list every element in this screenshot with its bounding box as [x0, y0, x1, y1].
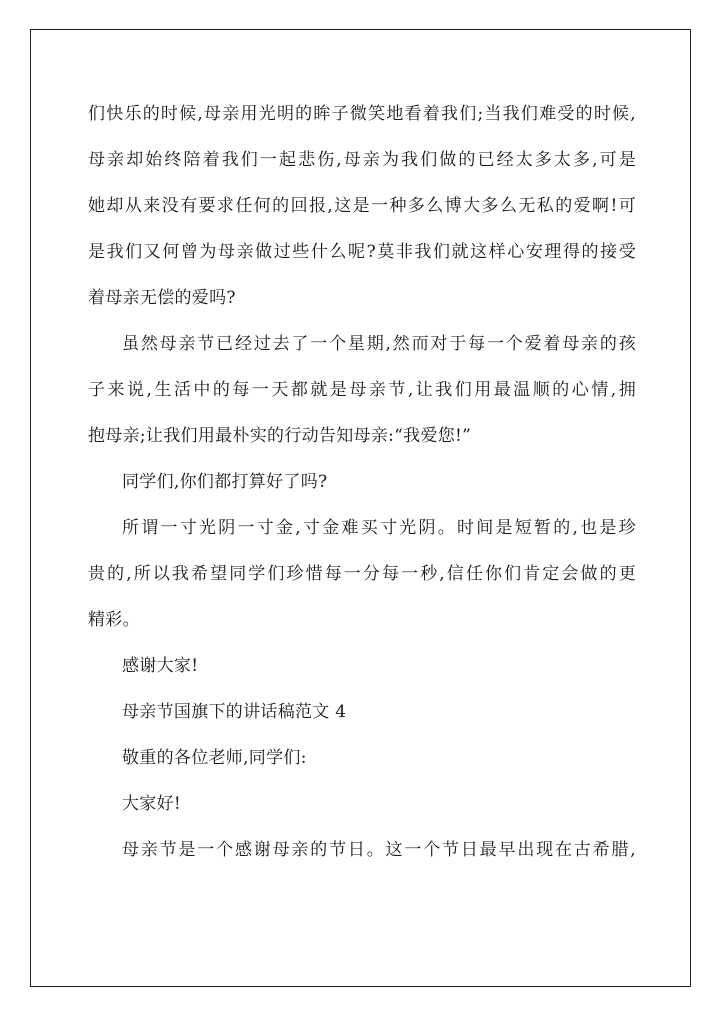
text-line: 着母亲无偿的爱吗? [88, 288, 236, 308]
paragraph-start: 母亲节是一个感谢母亲的节日。这一个节日最早出现在古希腊, [122, 840, 636, 860]
text-line: 母亲却始终陪着我们一起悲伤,母亲为我们做的已经太多太多,可是 [88, 150, 636, 170]
paragraph-start: 所谓一寸光阴一寸金,寸金难买寸光阴。时间是短暂的,也是珍 [122, 518, 636, 538]
section-heading: 母亲节国旗下的讲话稿范文 4 [122, 702, 347, 722]
text-line: 们快乐的时候,母亲用光明的眸子微笑地看着我们;当我们难受的时候, [88, 104, 636, 124]
text-line: 子来说,生活中的每一天都就是母亲节,让我们用最温顺的心情,拥 [88, 380, 636, 400]
text-line: 抱母亲;让我们用最朴实的行动告知母亲:“我爱您!” [88, 426, 472, 446]
text-line: 她却从来没有要求任何的回报,这是一种多么博大多么无私的爱啊!可 [88, 196, 636, 216]
text-line: 贵的,所以我希望同学们珍惜每一分每一秒,信任你们肯定会做的更 [88, 564, 636, 584]
paragraph-start: 同学们,你们都打算好了吗? [122, 472, 328, 492]
paragraph-start: 虽然母亲节已经过去了一个星期,然而对于每一个爱着母亲的孩 [122, 334, 636, 354]
salutation: 敬重的各位老师,同学们: [122, 748, 307, 768]
text-line: 是我们又何曾为母亲做过些什么呢?莫非我们就这样心安理得的接受 [88, 242, 636, 262]
greeting: 大家好! [122, 794, 182, 814]
paragraph-start: 感谢大家! [122, 656, 199, 676]
text-line: 精彩。 [88, 610, 140, 630]
